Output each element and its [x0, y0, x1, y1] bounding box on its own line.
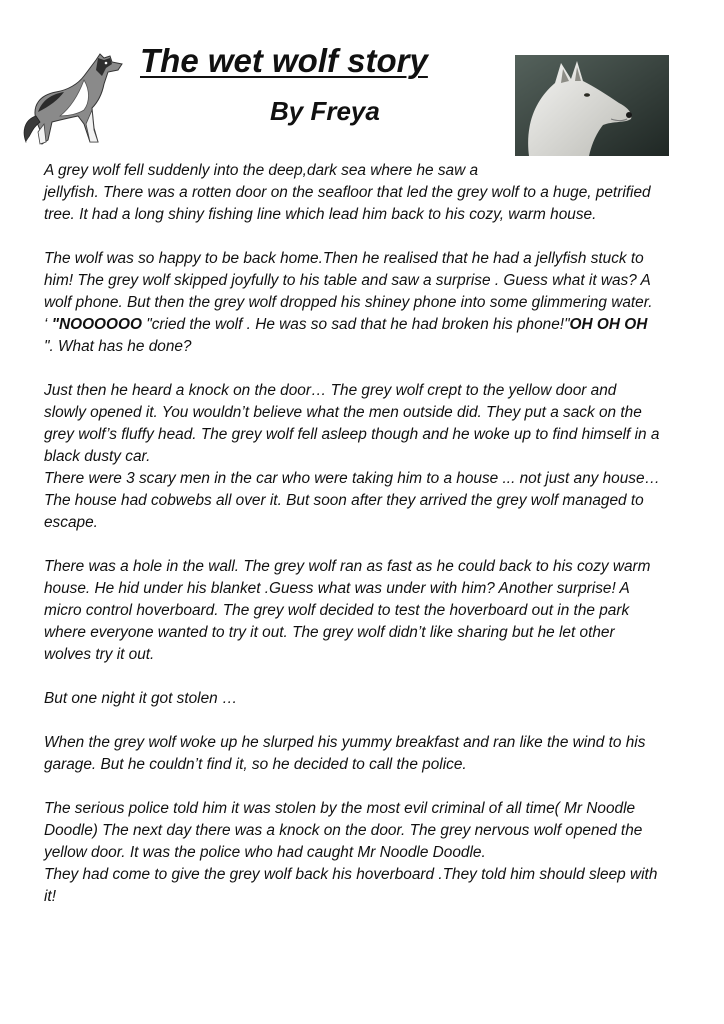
white-wolf-photo-icon [515, 55, 669, 156]
page-title: The wet wolf story [140, 42, 428, 79]
story-paragraph [44, 248, 684, 358]
story-paragraph: A grey wolf fell suddenly into the deep,dark sea where he saw a jellyfish. There was a rotten door on the seafloor that led the grey wolf to a huge, petrified tree. It had a long shiny fishing line which lead him back to his cozy, warm house. [44, 162, 651, 223]
story-paragraph: There was a hole in the wall. The grey wolf ran as fast as he could back to his cozy warm house. He hid under his blanket .Guess what was under with him? Another surprise! A micro control hoverboard. The grey wolf decided to test the hoverboard out in the park where everyone wanted to try it out. The grey wolf didn’t like sharing but he let other wolves try it out. [44, 558, 651, 663]
story-text [44, 160, 684, 908]
story-paragraph: The serious police told him it was stolen by the most evil criminal of all time( Mr Noodle Doodle) The next day there was a knock on the door. The grey nervous wolf opened the yellow door. It was the police who had caught Mr Noodle Doodle. They had come to give the grey wolf back his hoverboard .They told him should sleep with it! [44, 800, 658, 905]
story-paragraph: When the grey wolf woke up he slurped his yummy breakfast and ran like the wind to his garage. But he couldn’t find it, so he decided to call the police. [44, 734, 646, 773]
story-shout: OH OH OH [569, 316, 648, 333]
howling-wolf-icon [18, 50, 130, 150]
story-text-span: ". What has he done? [44, 338, 192, 355]
story-paragraph: But one night it got stolen … [44, 690, 238, 707]
story-text-span: The wolf was so happy to be back home.Then he realised that he had a jellyfish stuck to him! The grey wolf skipped joyfully to his table and saw a surprise . Guess what it was? A wolf phone. But then the grey wolf dropped his shiney phone into some glimmering water. ‘ [44, 250, 653, 333]
author-byline: By Freya [270, 96, 380, 126]
story-text-span: "cried the wolf . He was so sad that he had broken his phone!" [146, 316, 570, 333]
story-paragraph: Just then he heard a knock on the door… The grey wolf crept to the yellow door and slowly opened it. You wouldn’t believe what the men outside did. They put a sack on the grey wolf’s fluffy head. The grey wolf fell asleep though and he woke up to find himself in a black dusty car. There were 3 scary men in the car who were taking him to a house ... not just any house… The house had cobwebs all over it. But soon after they arrived the grey wolf managed to escape. [44, 382, 660, 531]
story-shout: "NOOOOOO [51, 316, 147, 333]
